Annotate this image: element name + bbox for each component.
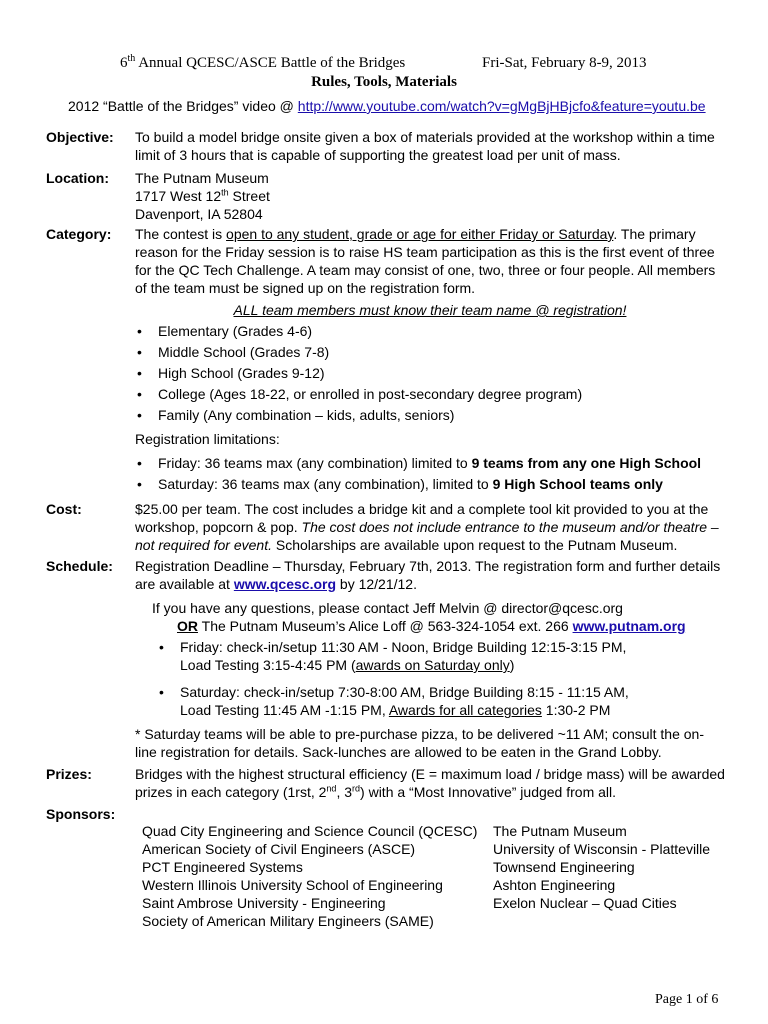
list-item: • High School (Grades 9-12) <box>135 364 725 382</box>
list-item: Saint Ambrose University - Engineering <box>142 895 386 911</box>
registration-deadline: Registration Deadline – Thursday, February 7th, 2013. The registration form and further details are available at www.qcesc.org by 12/21/12. <box>135 558 721 592</box>
page-number: Page 1 of 6 <box>655 992 719 1007</box>
video-link[interactable]: http://www.youtube.com/watch?v=gMgBjHBjcfo&feature=youtu.be <box>297 98 706 114</box>
saturday-session: • Saturday: check-in/setup 7:30-8:00 AM, Bridge Building 8:15 - 11:15 AM, Load Testing 11:45 AM -1:15 PM, Awards for all categories 1:30-2 PM <box>157 683 725 719</box>
putnam-link[interactable]: www.putnam.org <box>572 618 686 634</box>
sponsors-left-column <box>142 822 477 930</box>
list-item: Quad City Engineering and Science Council (QCESC) <box>142 823 478 839</box>
registration-limits-list <box>135 454 725 493</box>
category-body <box>135 225 725 493</box>
location-venue: The Putnam Museum <box>135 170 269 186</box>
pizza-note: * Saturday teams will be able to pre-purchase pizza, to be delivered ~11 AM; consult the on-line registration for details. Sack-lunches are allowed to be eaten in the Grand Lobby. <box>135 726 705 760</box>
cost-label: Cost: <box>46 501 82 517</box>
category-intro: The contest is open to any student, grade or age for either Friday or Saturday. The primary reason for the Friday session is to raise HS team participation as this is the first event of three for the QC Tech Challenge. A team may consist of one, two, three or four people. All members of the team must be signed up on the registration form. <box>135 226 716 296</box>
contact-line: If you have any questions, please contact Jeff Melvin @ director@qcesc.org <box>152 600 623 616</box>
list-item: American Society of Civil Engineers (ASCE) <box>142 841 416 857</box>
cost-text: $25.00 per team. The cost includes a bridge kit and a complete tool kit provided to you at the workshop, popcorn & pop. The cost does not include entrance to the museum and/or theatre – not required for event. Scholarships are available upon request to the Putnam Museum. <box>135 501 719 553</box>
list-item: The Putnam Museum <box>493 823 627 839</box>
location-address <box>135 169 725 223</box>
list-item: • Middle School (Grades 7-8) <box>135 343 725 361</box>
team-name-notice: ALL team members must know their team name @ registration! <box>233 302 627 318</box>
schedule-label: Schedule: <box>46 558 113 574</box>
video-prefix: 2012 “Battle of the Bridges” video @ <box>68 98 298 114</box>
registration-limits-title: Registration limitations: <box>135 431 280 447</box>
category-list <box>135 322 725 424</box>
objective-label: Objective: <box>46 129 114 145</box>
list-item: PCT Engineered Systems <box>142 859 303 875</box>
qcesc-link[interactable]: www.qcesc.org <box>233 576 337 592</box>
sponsors-right-column <box>493 822 710 912</box>
list-item: Townsend Engineering <box>493 859 635 875</box>
location-label: Location: <box>46 170 110 186</box>
friday-session: • Friday: check-in/setup 11:30 AM - Noon, Bridge Building 12:15-3:15 PM, Load Testing 3:15-4:45 PM (awards on Saturday only) <box>157 638 725 674</box>
location-city: Davenport, IA 52804 <box>135 206 263 222</box>
list-item: University of Wisconsin - Platteville <box>493 841 711 857</box>
list-item: • Family (Any combination – kids, adults, seniors) <box>135 406 725 424</box>
list-item: • Saturday: 36 teams max (any combination), limited to 9 High School teams only <box>135 475 725 493</box>
document-subtitle: Rules, Tools, Materials <box>311 74 457 90</box>
prizes-label: Prizes: <box>46 766 92 782</box>
event-dates: Fri-Sat, February 8-9, 2013 <box>482 55 647 71</box>
list-item: • College (Ages 18-22, or enrolled in post-secondary degree program) <box>135 385 725 403</box>
session-list <box>157 638 725 719</box>
location-street: 1717 West 12th Street <box>135 187 270 204</box>
objective-text: To build a model bridge onsite given a box of materials provided at the workshop within a time limit of 3 hours that is capable of supporting the greatest load per unit of mass. <box>135 129 715 163</box>
list-item: Ashton Engineering <box>493 877 616 893</box>
alternate-contact: OR The Putnam Museum’s Alice Loff @ 563-324-1054 ext. 266 www.putnam.org <box>177 618 686 634</box>
category-label: Category: <box>46 226 112 242</box>
list-item: Western Illinois University School of Engineering <box>142 877 443 893</box>
schedule-body <box>135 557 725 761</box>
video-line <box>68 97 706 115</box>
event-title: 6th Annual QCESC/ASCE Battle of the Bridges <box>120 53 406 71</box>
list-item: • Friday: 36 teams max (any combination) limited to 9 teams from any one High School <box>135 454 725 472</box>
list-item: Society of American Military Engineers (SAME) <box>142 913 434 929</box>
list-item: Exelon Nuclear – Quad Cities <box>493 895 677 911</box>
list-item: • Elementary (Grades 4-6) <box>135 322 725 340</box>
sponsors-label: Sponsors: <box>46 806 116 822</box>
prizes-text: Bridges with the highest structural efficiency (E = maximum load / bridge mass) will be awarded prizes in each category (1rst, 2nd, 3rd) with a “Most Innovative” judged from all. <box>135 766 725 800</box>
